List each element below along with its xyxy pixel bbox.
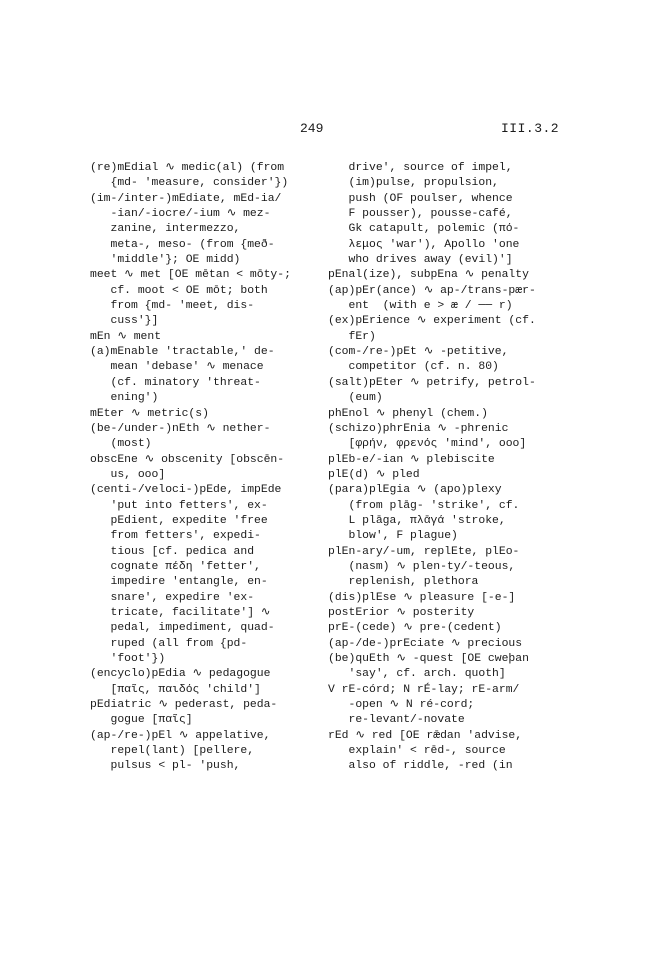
dictionary-line: (salt)pEter ∿ petrify, petrol- (328, 376, 536, 389)
dictionary-line: Gk catapult, polemic (πό- (328, 223, 520, 236)
dictionary-line: (im)pulse, propulsion, (328, 177, 499, 190)
dictionary-line: ent (with e > æ / ── r) (328, 300, 513, 313)
dictionary-line: (nasm) ∿ plen-ty/-teous, (328, 560, 516, 573)
dictionary-line: (schizo)phrEnia ∿ -phrenic (328, 422, 509, 435)
dictionary-line: pulsus < pl- 'push, (90, 760, 241, 773)
dictionary-line: pEnal(ize), subpEna ∿ penalty (328, 269, 529, 282)
dictionary-line: prE-(cede) ∿ pre-(cedent) (328, 622, 502, 635)
dictionary-line: impedire 'entangle, en- (90, 576, 268, 589)
right-column (328, 161, 568, 775)
dictionary-line: cf. moot < OE mōt; both (90, 284, 268, 297)
dictionary-line: [φρήν, φρενός 'mind', ooo] (328, 438, 527, 451)
dictionary-line: repel(lant) [pellere, (90, 745, 255, 758)
dictionary-line: phEnol ∿ phenyl (chem.) (328, 407, 488, 420)
dictionary-line: who drives away (evil)'] (328, 254, 513, 267)
dictionary-line: 'put into fetters', ex- (90, 499, 268, 512)
left-column (90, 161, 322, 775)
dictionary-line: us, ooo] (90, 468, 166, 481)
dictionary-line: (re)mEdial ∿ medic(al) (from (90, 162, 285, 174)
dictionary-line: mean 'debase' ∿ menace (90, 361, 264, 374)
dictionary-line: 'middle'}; OE midd) (90, 254, 241, 267)
dictionary-line: cuss'}] (90, 315, 159, 328)
dictionary-line: (cf. minatory 'threat- (90, 376, 261, 389)
dictionary-line: (ap-/re-)pEl ∿ appelative, (90, 729, 271, 742)
dictionary-line: ruped (all from {pd- (90, 637, 248, 650)
dictionary-line: blow', F plague) (328, 530, 458, 543)
dictionary-line: cognate πέδη 'fetter', (90, 560, 261, 573)
dictionary-line: gogue [παῖς] (90, 714, 193, 727)
section-reference: III.3.2 (501, 121, 560, 136)
dictionary-line: (ex)pErience ∿ experiment (cf. (328, 315, 536, 328)
dictionary-line: drive', source of impel, (328, 162, 513, 174)
dictionary-line: tricate, facilitate'] ∿ (90, 606, 271, 619)
dictionary-line: fEr) (328, 330, 376, 343)
dictionary-line: (from plāg- 'strike', cf. (328, 499, 520, 512)
page-number: 249 (300, 121, 324, 136)
dictionary-line: also of riddle, -red (in (328, 760, 513, 773)
dictionary-line: (eum) (328, 392, 383, 405)
dictionary-line: (dis)plEse ∿ pleasure [-e-] (328, 591, 516, 604)
dictionary-line: zanine, intermezzo, (90, 223, 241, 236)
dictionary-line: (ap-/de-)prEciate ∿ precious (328, 637, 523, 650)
dictionary-line: (para)plEgia ∿ (apo)plexy (328, 484, 502, 497)
dictionary-line: from {md- 'meet, dis- (90, 300, 255, 313)
dictionary-line: (ap)pEr(ance) ∿ ap-/trans-pær- (328, 284, 536, 297)
dictionary-line: V rE-córd; N rÉ-lay; rE-arm/ (328, 683, 520, 696)
dictionary-line: pedal, impediment, quad- (90, 622, 275, 635)
dictionary-line: [παῖς, παιδός 'child'] (90, 683, 261, 696)
dictionary-line: (be-/under-)nEth ∿ nether- (90, 422, 271, 435)
dictionary-line: re-levant/-novate (328, 714, 465, 727)
dictionary-line: obscEne ∿ obscenity [obscēn- (90, 453, 285, 466)
dictionary-line: plE(d) ∿ pled (328, 468, 420, 481)
dictionary-line: {md- 'measure, consider'}) (90, 177, 289, 190)
dictionary-line: from fetters', expedi- (90, 530, 261, 543)
dictionary-line: mEter ∿ metric(s) (90, 407, 209, 420)
dictionary-line: (a)mEnable 'tractable,' de- (90, 346, 275, 359)
dictionary-line: tious [cf. pedica and (90, 545, 255, 558)
dictionary-line: competitor (cf. n. 80) (328, 361, 499, 374)
dictionary-line: replenish, plethora (328, 576, 479, 589)
dictionary-line: 'say', cf. arch. quoth] (328, 668, 506, 681)
dictionary-line: push (OF poulser, whence (328, 192, 513, 205)
dictionary-line: (be)quEth ∿ -quest [OE cweþan (328, 653, 529, 665)
dictionary-line: pEdiatric ∿ pederast, peda- (90, 699, 278, 712)
dictionary-line: (encyclo)pEdia ∿ pedagogue (90, 668, 271, 681)
dictionary-line: pEdient, expedite 'free (90, 514, 268, 527)
dictionary-line: meta-, meso- (from {með- (90, 238, 275, 251)
dictionary-line: (centi-/veloci-)pEde, impEde (90, 484, 282, 497)
dictionary-line: (im-/inter-)mEdiate, mEd-ia/ (90, 192, 282, 205)
dictionary-line: explain' < rēd-, source (328, 745, 506, 758)
dictionary-line: ening') (90, 392, 159, 405)
dictionary-line: mEn ∿ ment (90, 330, 162, 343)
dictionary-line: F pousser), pousse-café, (328, 208, 513, 221)
dictionary-line: plEn-ary/-um, replEte, plEo- (328, 545, 520, 558)
dictionary-line: snare', expedire 'ex- (90, 591, 255, 604)
dictionary-line: -ian/-iocre/-ium ∿ mez- (90, 208, 271, 221)
dictionary-line: (most) (90, 438, 152, 451)
dictionary-line: L plāga, πλᾱγά 'stroke, (328, 514, 506, 527)
dictionary-line: 'foot'}) (90, 653, 166, 665)
dictionary-line: meet ∿ met [OE mētan < mōty-; (90, 269, 291, 282)
dictionary-line: -open ∿ N ré-cord; (328, 699, 475, 712)
dictionary-line: rEd ∿ red [OE rǣdan 'advise, (328, 729, 523, 742)
dictionary-line: postErior ∿ posterity (328, 606, 475, 619)
dictionary-line: (com-/re-)pEt ∿ -petitive, (328, 346, 509, 359)
dictionary-line: λεμος 'war'), Apollo 'one (328, 238, 520, 251)
dictionary-line: plEb-e/-ian ∿ plebiscite (328, 453, 495, 466)
